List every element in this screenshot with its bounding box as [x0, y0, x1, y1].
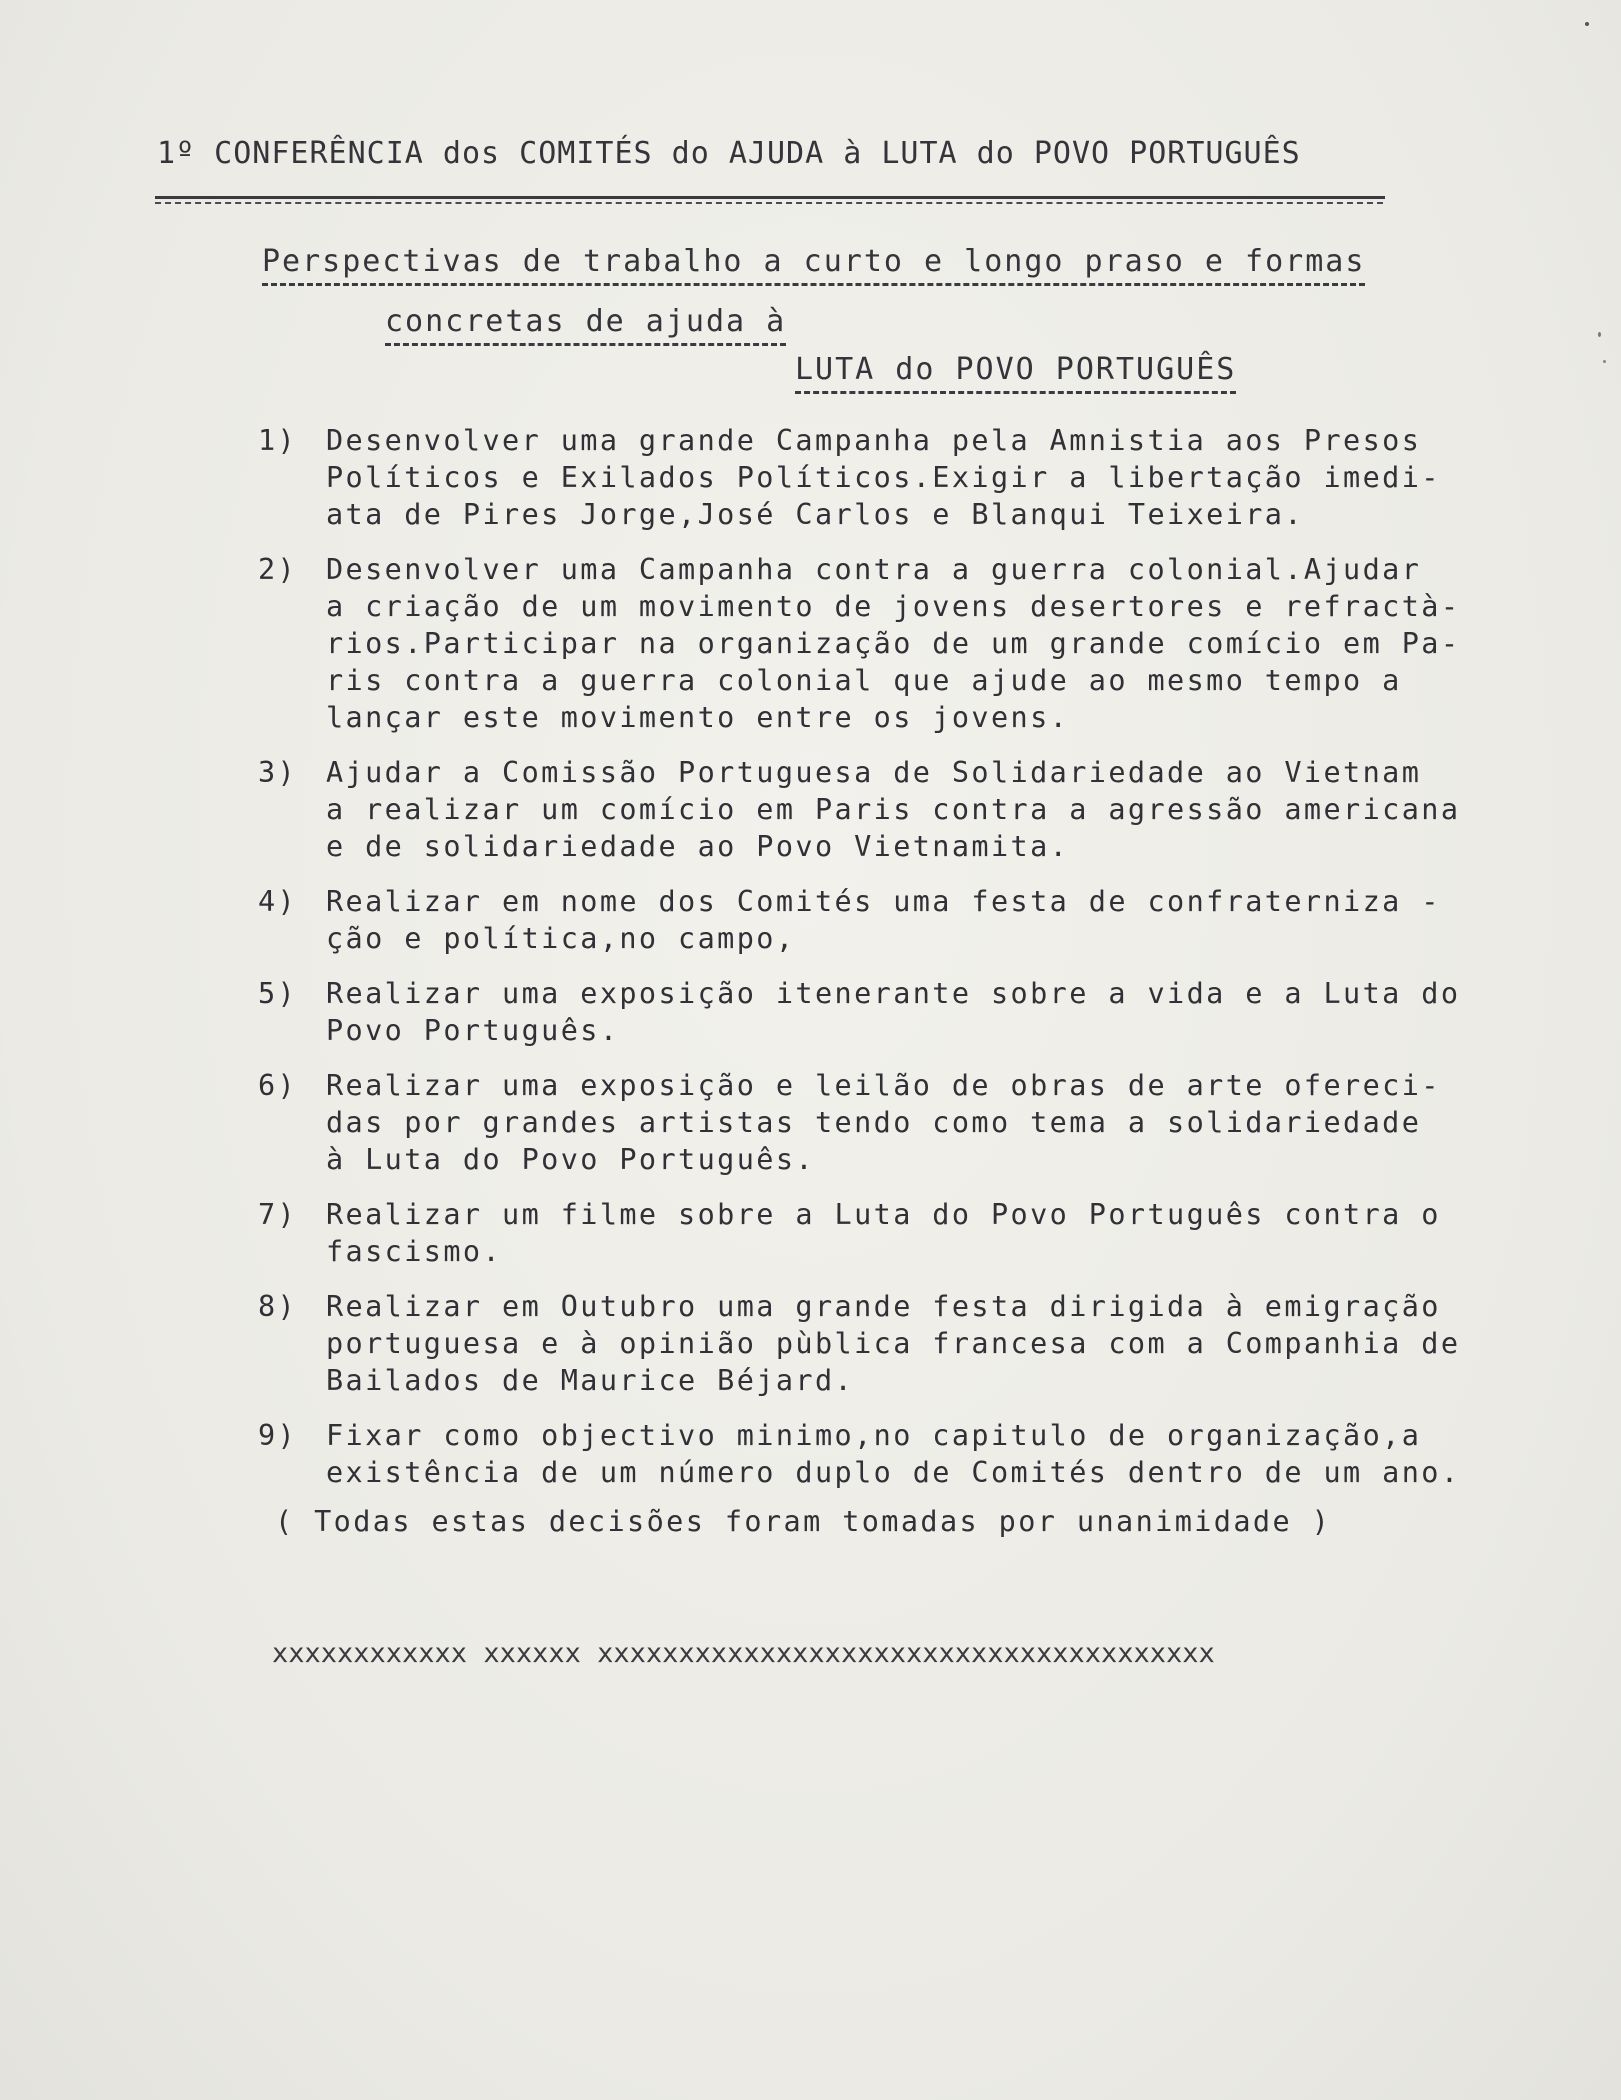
subtitle-line-2: concretas de ajuda à — [385, 304, 786, 346]
item-line: a realizar um comício em Paris contra a agressão americana — [326, 793, 1461, 826]
item-line: Realizar um filme sobre a Luta do Povo Português contra o — [326, 1198, 1441, 1231]
item-line: Desenvolver uma grande Campanha pela Amnistia aos Presos — [326, 424, 1422, 457]
list-item — [258, 1196, 1538, 1270]
item-line: Bailados de Maurice Béjard. — [326, 1364, 855, 1397]
item-line: lançar este movimento entre os jovens. — [326, 701, 1070, 734]
item-line: Realizar uma exposição e leilão de obras de arte ofereci- — [326, 1069, 1441, 1102]
item-line: Realizar em nome dos Comités uma festa de confraterniza - — [326, 885, 1441, 918]
item-number: 4) — [258, 885, 298, 918]
item-line: portuguesa e à opinião pùblica francesa com a Companhia de — [326, 1327, 1461, 1360]
item-line: Fixar como objectivo minimo,no capitulo de organização,a — [326, 1419, 1422, 1452]
list-item — [258, 883, 1538, 957]
item-number: 7) — [258, 1198, 298, 1231]
paper-speck — [1603, 360, 1606, 363]
item-line: Ajudar a Comissão Portuguesa de Solidariedade ao Vietnam — [326, 756, 1422, 789]
list-item — [258, 1417, 1538, 1491]
title-underline — [155, 196, 1385, 199]
item-line: existência de um número duplo de Comités dentro de um ano. — [326, 1456, 1461, 1489]
list-item — [258, 422, 1538, 533]
paper-speck — [1598, 332, 1601, 337]
item-line: à Luta do Povo Português. — [326, 1143, 815, 1176]
item-number: 9) — [258, 1419, 298, 1452]
list-item — [258, 754, 1538, 865]
closing-note: ( Todas estas decisões foram tomadas por unanimidade ) — [275, 1505, 1332, 1538]
subtitle-line-1: Perspectivas de trabalho a curto e longo praso e formas — [262, 244, 1365, 286]
item-number: 8) — [258, 1290, 298, 1323]
item-number: 6) — [258, 1069, 298, 1102]
list-item — [258, 1288, 1538, 1399]
title-underline-dashed — [155, 202, 1383, 204]
item-line: Povo Português. — [326, 1014, 620, 1047]
item-line: rios.Participar na organização de um grande comício em Pa- — [326, 627, 1461, 660]
separator-line: xxxxxxxxxxxx xxxxxx xxxxxxxxxxxxxxxxxxxxxxxxxxxxxxxxxxxxxx — [272, 1638, 1215, 1669]
item-line: das por grandes artistas tendo como tema a solidariedade — [326, 1106, 1422, 1139]
decisions-list — [258, 422, 1538, 1509]
item-line: ata de Pires Jorge,José Carlos e Blanqui Teixeira. — [326, 498, 1304, 531]
list-item — [258, 1067, 1538, 1178]
list-item — [258, 975, 1538, 1049]
item-line: Desenvolver uma Campanha contra a guerra colonial.Ajudar — [326, 553, 1422, 586]
item-line: Realizar uma exposição itenerante sobre a vida e a Luta do — [326, 977, 1461, 1010]
subtitle-line-3: LUTA do POVO PORTUGUÊS — [795, 352, 1236, 394]
item-line: Políticos e Exilados Políticos.Exigir a libertação imedi- — [326, 461, 1441, 494]
item-line: e de solidariedade ao Povo Vietnamita. — [326, 830, 1070, 863]
paper-speck — [1585, 22, 1589, 26]
item-line: ris contra a guerra colonial que ajude ao mesmo tempo a — [326, 664, 1402, 697]
item-number: 3) — [258, 756, 298, 789]
list-item — [258, 551, 1538, 736]
page-title: 1º CONFERÊNCIA dos COMITÉS do AJUDA à LUTA do POVO PORTUGUÊS — [157, 136, 1301, 171]
item-number: 1) — [258, 424, 298, 457]
item-line: Realizar em Outubro uma grande festa dirigida à emigração — [326, 1290, 1441, 1323]
item-line: ção e política,no campo, — [326, 922, 796, 955]
item-number: 5) — [258, 977, 298, 1010]
item-line: a criação de um movimento de jovens desertores e refractà- — [326, 590, 1461, 623]
item-line: fascismo. — [326, 1235, 503, 1268]
item-number: 2) — [258, 553, 298, 586]
